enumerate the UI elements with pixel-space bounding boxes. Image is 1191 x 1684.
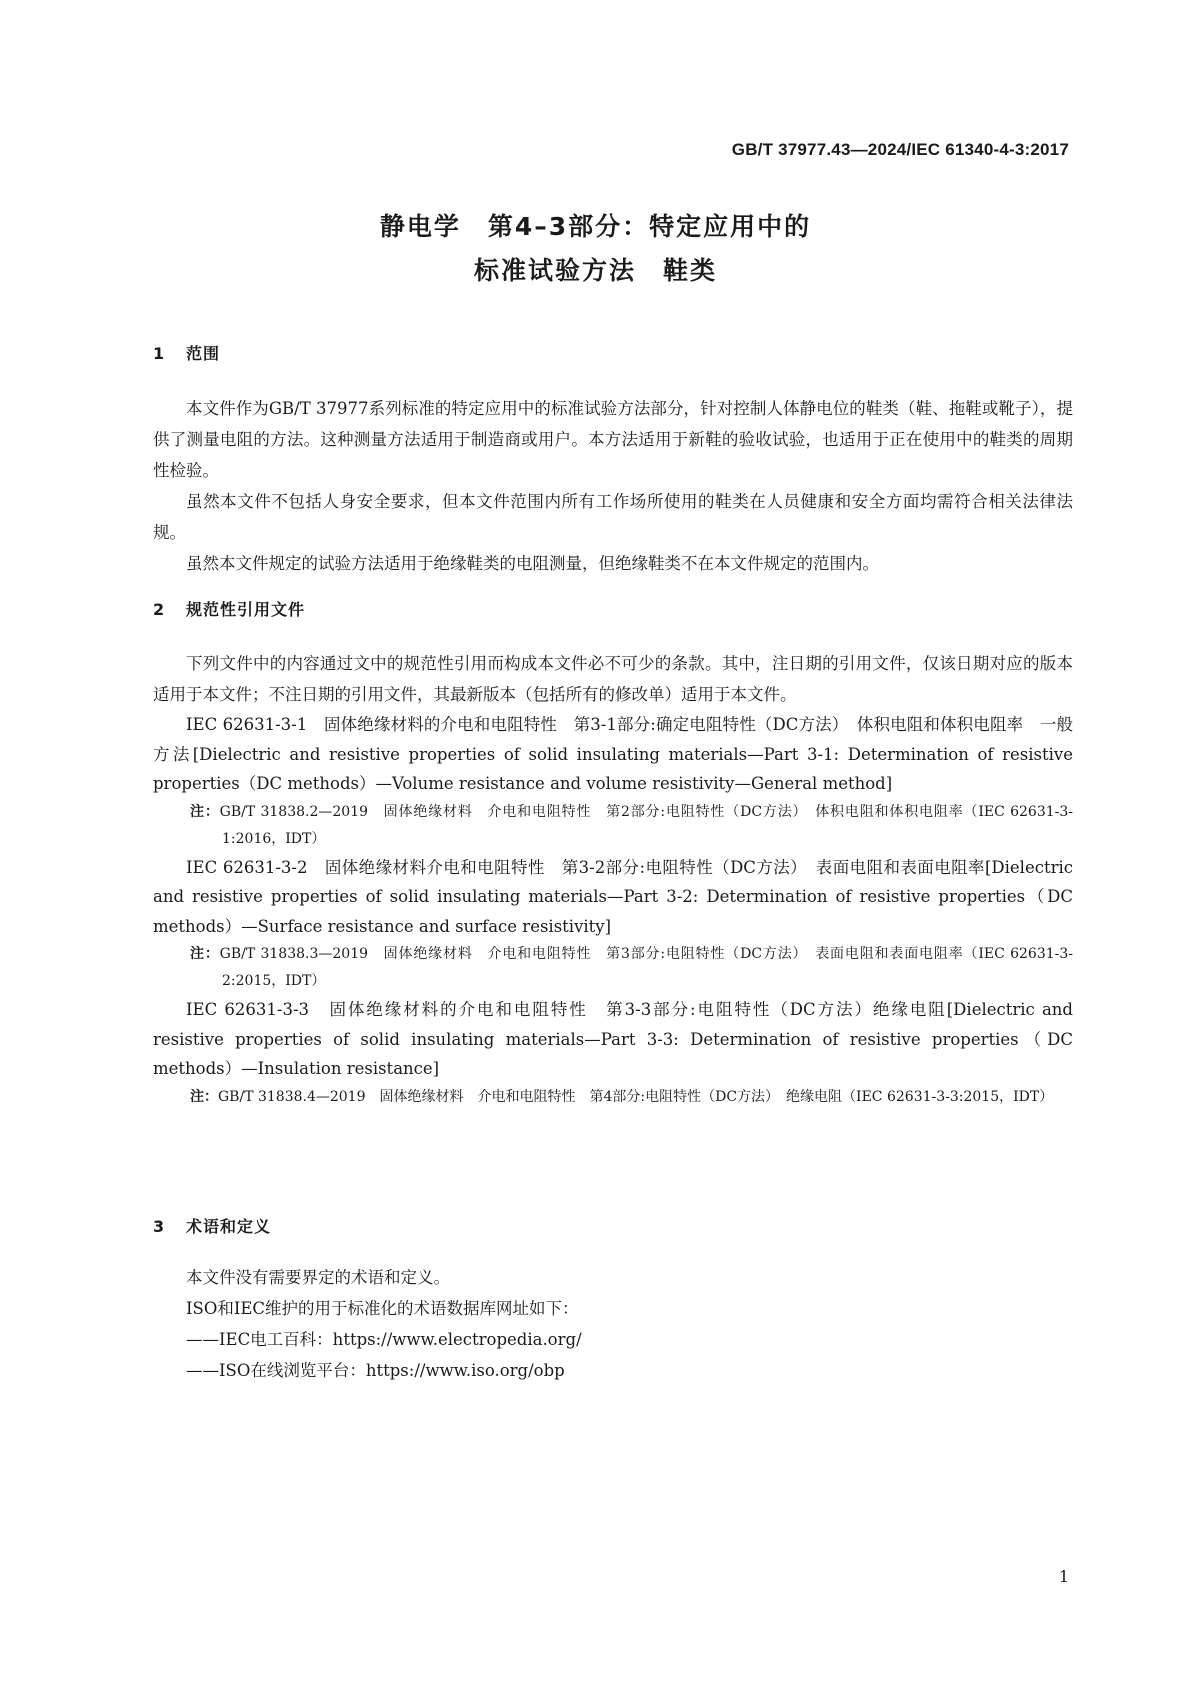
reference-entry xyxy=(153,853,1073,942)
title-line-1: 静电学 第4–3部分：特定应用中的 xyxy=(379,212,812,241)
list-item: ——IEC电工百科：https://www.electropedia.org/ xyxy=(186,1330,582,1349)
reference-entry xyxy=(153,710,1073,799)
section-title: 术语和定义 xyxy=(186,1217,272,1236)
list-item: ——ISO在线浏览平台：https://www.iso.org/obp xyxy=(186,1361,565,1380)
paragraph: 本文件作为GB/T 37977系列标准的特定应用中的标准试验方法部分，针对控制人体静电位的鞋类（鞋、拖鞋或靴子），提供了测量电阻的方法。这种测量方法适用于制造商或用户。本方法适用于新鞋的验收试验，也适用于正在使用中的鞋类的周期性检验。 xyxy=(153,399,1073,480)
reference-note xyxy=(190,1084,1073,1111)
page-number: 1 xyxy=(1058,1567,1069,1586)
note-text: GB/T 31838.3—2019 固体绝缘材料 介电和电阻特性 第3部分:电阻特性（DC方法） 表面电阻和表面电阻率（IEC 62631-3-2:2015，IDT） xyxy=(219,946,1074,989)
section-3-body xyxy=(153,1262,1073,1386)
note-text: GB/T 31838.4—2019 固体绝缘材料 介电和电阻特性 第4部分:电阻特性（DC方法） 绝缘电阻（IEC 62631-3-3:2015，IDT） xyxy=(218,1088,1054,1105)
reference-entry xyxy=(153,995,1073,1084)
note-text: GB/T 31838.2—2019 固体绝缘材料 介电和电阻特性 第2部分:电阻特性（DC方法） 体积电阻和体积电阻率（IEC 62631-3-1:2016，IDT） xyxy=(219,803,1074,847)
note-label: 注： xyxy=(190,946,220,962)
title-line-2: 标准试验方法 鞋类 xyxy=(473,256,717,285)
section-number: 1 xyxy=(153,344,166,363)
reference-text: 固体绝缘材料的介电和电阻特性 第3-3部分:电阻特性（DC方法）绝缘电阻[Dielectric and resistive properties of solid insulating materials—Part 3-3: Determination of resistive properties（DC methods）—Insulation resistance] xyxy=(153,1000,1073,1078)
section-2-heading xyxy=(153,597,305,620)
section-3-heading xyxy=(153,1214,271,1237)
document-title xyxy=(0,205,1191,293)
reference-code: IEC 62631-3-2 xyxy=(186,857,308,877)
paragraph: 下列文件中的内容通过文中的规范性引用而构成本文件必不可少的条款。其中，注日期的引用文件，仅该日期对应的版本适用于本文件；不注日期的引用文件，其最新版本（包括所有的修改单）适用于本文件。 xyxy=(153,654,1073,704)
paragraph: ISO和IEC维护的用于标准化的术语数据库网址如下： xyxy=(186,1299,579,1318)
paragraph: 虽然本文件不包括人身安全要求，但本文件范围内所有工作场所使用的鞋类在人员健康和安全方面均需符合相关法律法规。 xyxy=(153,492,1073,542)
section-1-body xyxy=(153,393,1073,579)
section-1-heading xyxy=(153,341,220,364)
reference-code: IEC 62631-3-1 xyxy=(186,715,308,734)
reference-note xyxy=(190,799,1073,853)
note-label: 注： xyxy=(190,1088,218,1105)
section-2-body xyxy=(153,648,1073,1111)
section-number: 3 xyxy=(153,1217,166,1236)
section-title: 规范性引用文件 xyxy=(186,600,306,619)
reference-note xyxy=(190,941,1073,995)
paragraph: 虽然本文件规定的试验方法适用于绝缘鞋类的电阻测量，但绝缘鞋类不在本文件规定的范围内。 xyxy=(186,554,879,573)
reference-text: 固体绝缘材料介电和电阻特性 第3-2部分:电阻特性（DC方法） 表面电阻和表面电阻率[Dielectric and resistive properties of solid insulating materials—Part 3-2: Determination of resistive properties（DC methods）—Surface resistance and surface resistivity] xyxy=(153,857,1073,936)
section-title: 范围 xyxy=(186,344,221,363)
note-label: 注： xyxy=(190,803,220,820)
paragraph: 本文件没有需要界定的术语和定义。 xyxy=(186,1268,450,1287)
section-number: 2 xyxy=(153,600,166,619)
reference-text: 固体绝缘材料的介电和电阻特性 第3-1部分:确定电阻特性（DC方法） 体积电阻和体积电阻率 一般方法[Dielectric and resistive properties of solid insulating materials—Part 3-1: Determination of resistive properties（DC methods）—Volume resistance and volume resistivity—General method] xyxy=(153,715,1074,793)
standard-number: GB/T 37977.43—2024/IEC 61340-4-3:2017 xyxy=(731,140,1069,159)
reference-code: IEC 62631-3-3 xyxy=(186,1000,310,1019)
